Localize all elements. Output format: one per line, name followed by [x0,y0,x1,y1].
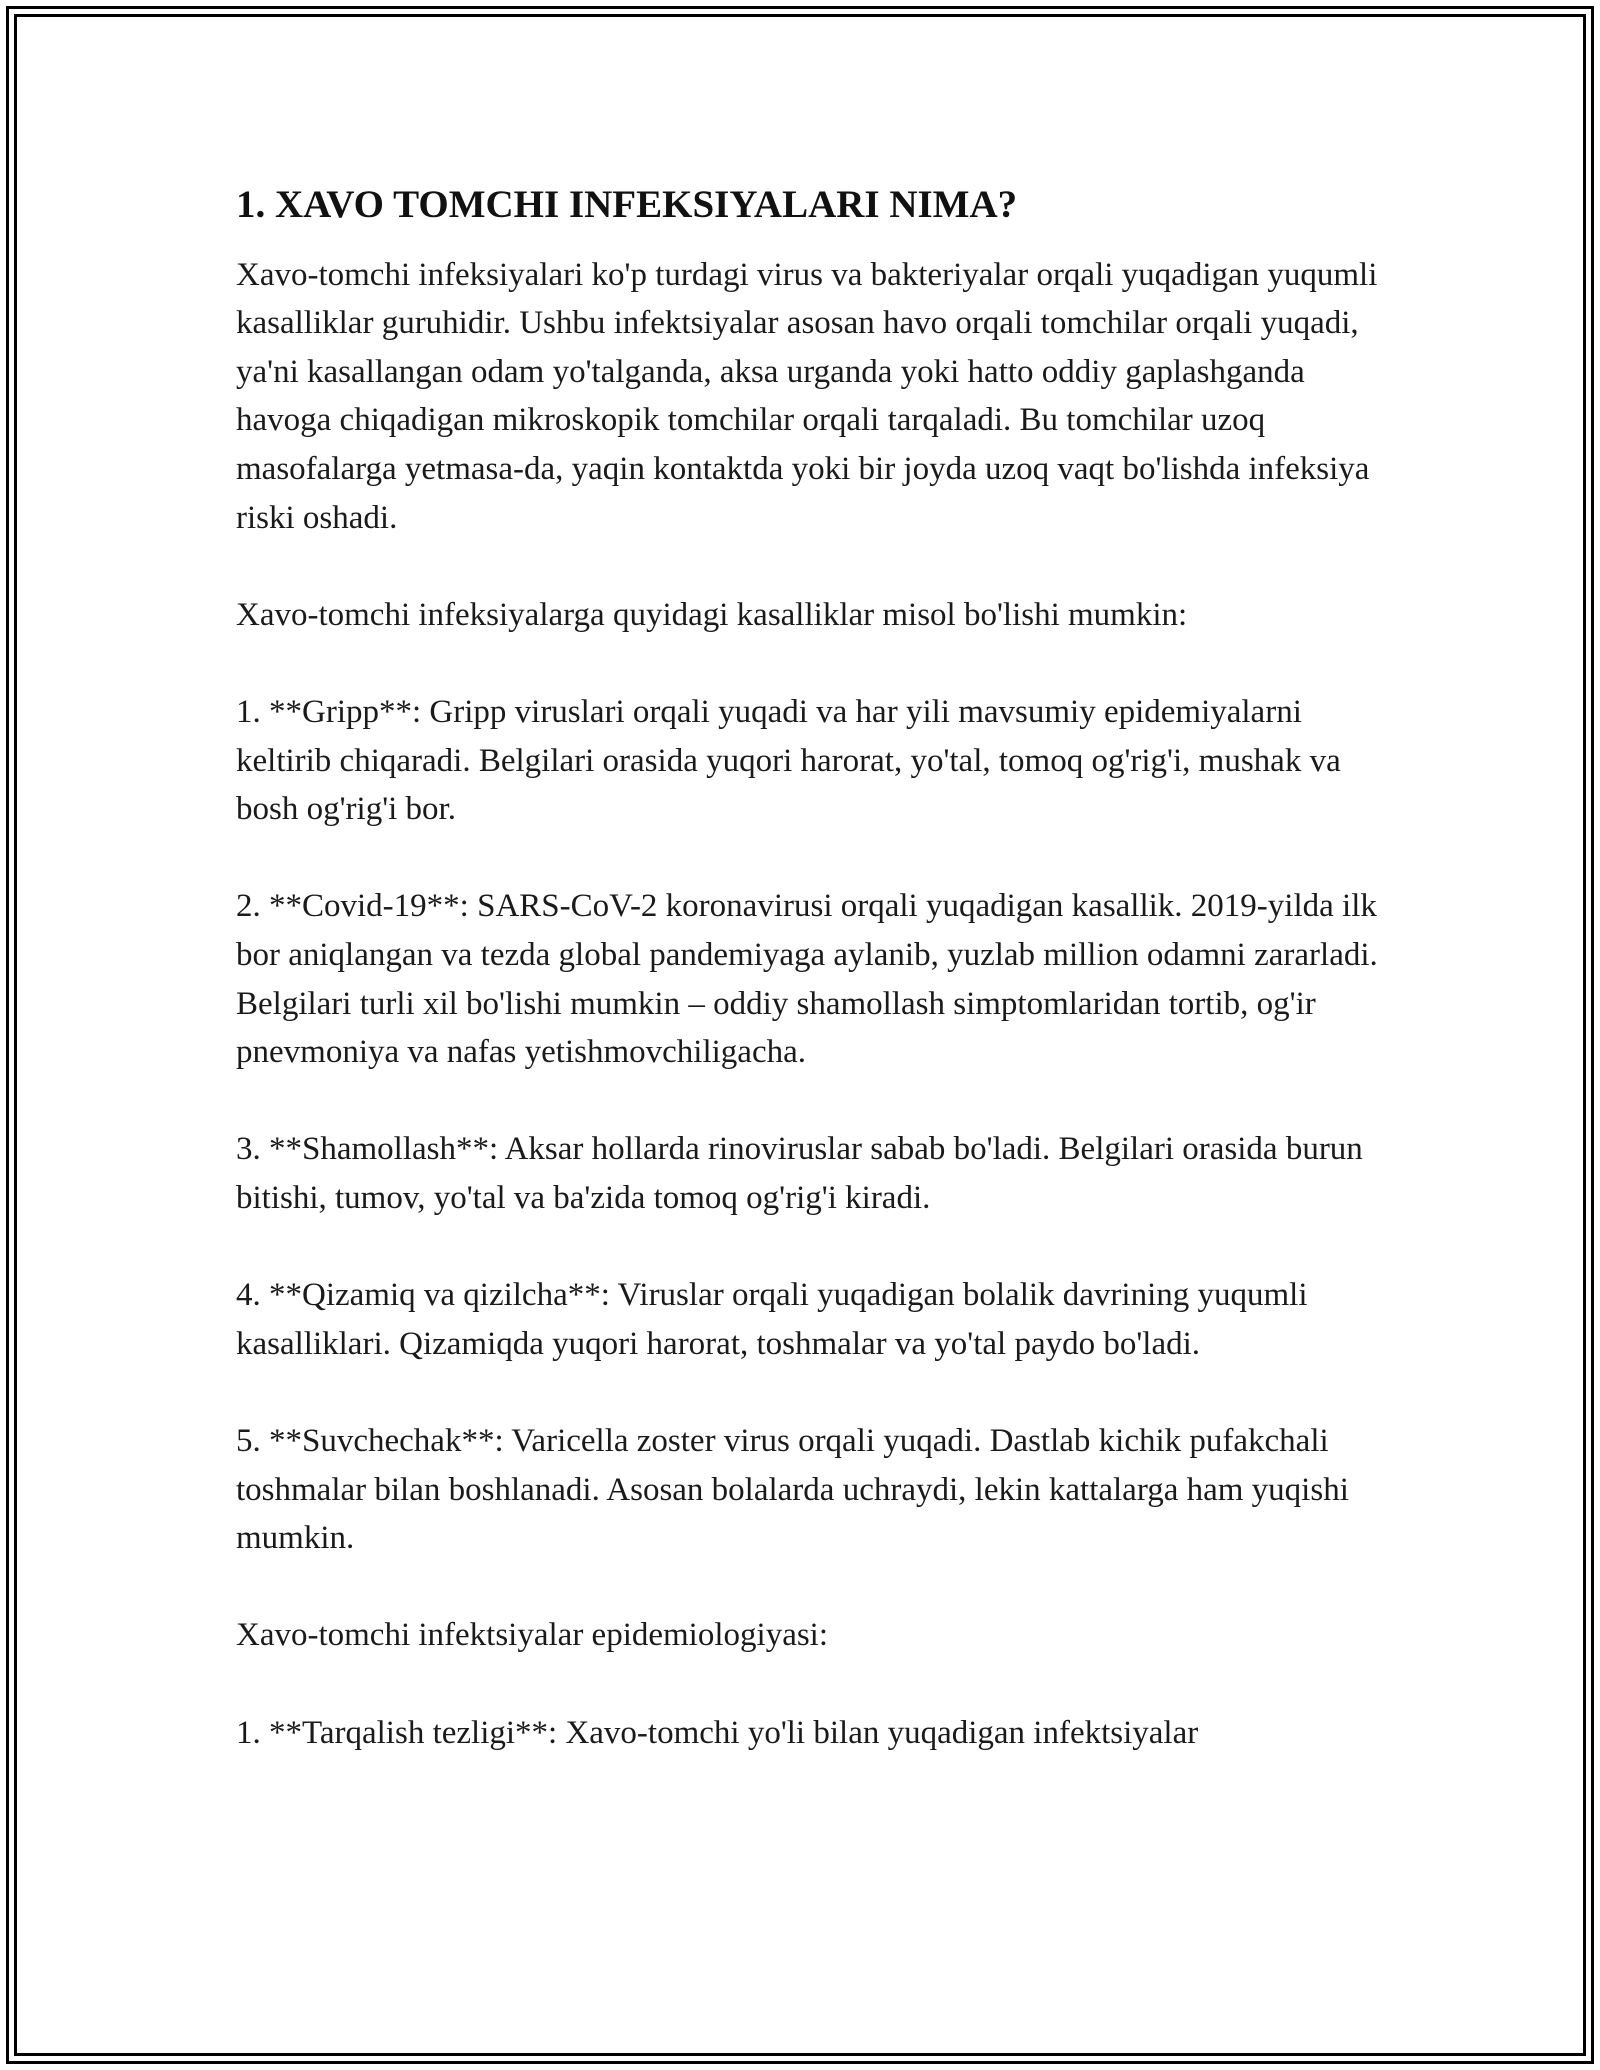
list-item-shamollash: 3. **Shamollash**: Aksar hollarda rinoviruslar sabab bo'ladi. Belgilari orasida burun bitishi, tumov, yo'tal va ba'zida tomoq og'rig'i kiradi. [236,1131,1363,1216]
list-item-covid: 2. **Covid-19**: SARS-CoV-2 koronavirusi orqali yuqadigan kasallik. 2019-yilda ilk bor aniqlangan va tezda global pandemiyaga aylanib, yuzlab million odamni zararladi. Belgilari turli xil bo'lishi mumkin – oddiy shamollash simptomlaridan tortib, og'ir pnevmoniya va nafas yetishmovchiligacha. [236,888,1378,1071]
list-item-qizamiq: 4. **Qizamiq va qizilcha**: Viruslar orqali yuqadigan bolalik davrining yuqumli kasalliklari. Qizamiqda yuqori harorat, toshmalar va yo'tal paydo bo'ladi. [236,1277,1308,1362]
list-item-gripp: 1. **Gripp**: Gripp viruslari orqali yuqadi va har yili mavsumiy epidemiyalarni keltirib chiqaradi. Belgilari orasida yuqori harorat, yo'tal, tomoq og'rig'i, mushak va bosh og'rig'i bor. [236,694,1341,828]
paragraph-epidemiology-heading: Xavo-tomchi infektsiyalar epidemiologiyasi: [236,1617,829,1654]
paragraph-intro: Xavo-tomchi infeksiyalari ko'p turdagi virus va bakteriyalar orqali yuqadigan yuqumli kasalliklar guruhidir. Ushbu infektsiyalar asosan havo orqali tomchilar orqali yuqadi, ya'ni kasallangan odam yo'talganda, aksa urganda yoki hatto oddiy gaplashganda havoga chiqadigan mikroskopik tomchilar orqali tarqaladi. Bu tomchilar uzoq masofalarga yetmasa-da, yaqin kontaktda yoki bir joyda uzoq vaqt bo'lishda infeksiya riski oshadi. [236,256,1378,536]
list-item-tarqalish: 1. **Tarqalish tezligi**: Xavo-tomchi yo'li bilan yuqadigan infektsiyalar [236,1714,1199,1751]
document-title: 1. XAVO TOMCHI INFEKSIYALARI NIMA? [236,183,1018,226]
list-item-suvchechak: 5. **Suvchechak**: Varicella zoster virus orqali yuqadi. Dastlab kichik pufakchali toshmalar bilan boshlanadi. Asosan bolalarda uchraydi, lekin kattalarga ham yuqishi mumkin. [236,1422,1349,1557]
document-body [236,180,1386,1757]
paragraph-examples-heading: Xavo-tomchi infeksiyalarga quyidagi kasalliklar misol bo'lishi mumkin: [236,596,1188,633]
